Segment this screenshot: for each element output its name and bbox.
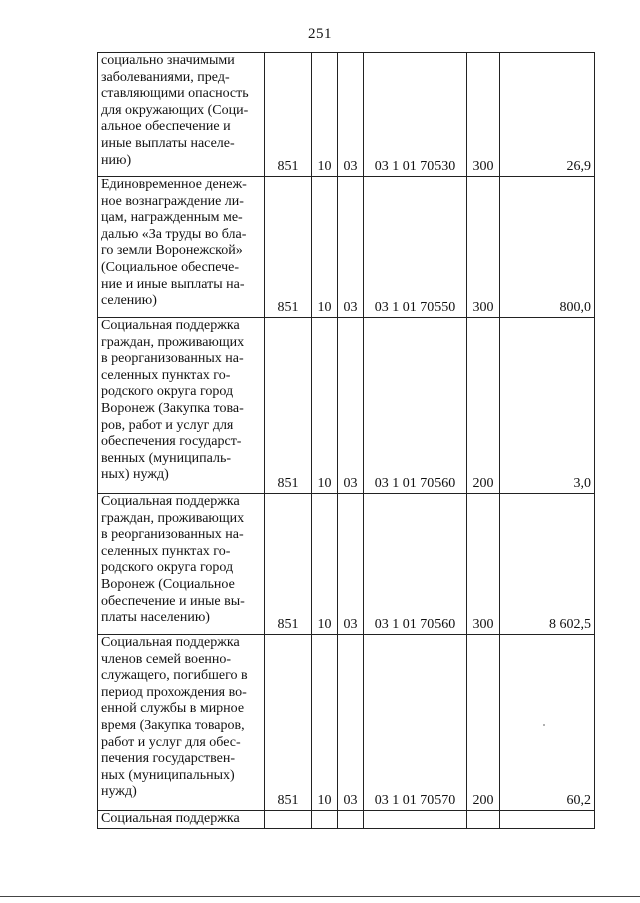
section-code: 10 — [312, 53, 338, 177]
amount: 3,0 — [500, 318, 595, 494]
section-code — [312, 811, 338, 829]
section-code: 10 — [312, 635, 338, 811]
table-row — [98, 53, 595, 177]
department-code: 851 — [265, 53, 312, 177]
section-code: 10 — [312, 318, 338, 494]
expense-type-code — [467, 811, 500, 829]
subsection-code: 03 — [338, 318, 364, 494]
amount: 26,9 — [500, 53, 595, 177]
subsection-code: 03 — [338, 635, 364, 811]
table-row — [98, 635, 595, 811]
amount: 60,2 — [500, 635, 595, 811]
amount: 8 602,5 — [500, 494, 595, 635]
department-code: 851 — [265, 318, 312, 494]
department-code: 851 — [265, 177, 312, 318]
department-code: 851 — [265, 635, 312, 811]
table-row — [98, 318, 595, 494]
page-bottom-edge — [0, 896, 640, 897]
target-article-code — [364, 811, 467, 829]
expense-type-code: 300 — [467, 53, 500, 177]
subsection-code: 03 — [338, 494, 364, 635]
page-number: 251 — [308, 26, 332, 42]
department-code — [265, 811, 312, 829]
table-row — [98, 177, 595, 318]
target-article-code: 03 1 01 70570 — [364, 635, 467, 811]
row-description: социально значимыми заболеваниями, пред- ставляющими опасность для окружающих (Соци- альное обеспечение и иные выплаты населе- нию) — [98, 53, 265, 177]
target-article-code: 03 1 01 70560 — [364, 494, 467, 635]
section-code: 10 — [312, 494, 338, 635]
expense-type-code: 200 — [467, 318, 500, 494]
amount — [500, 811, 595, 829]
table-row — [98, 494, 595, 635]
amount: 800,0 — [500, 177, 595, 318]
section-code: 10 — [312, 177, 338, 318]
expense-type-code: 200 — [467, 635, 500, 811]
budget-table — [97, 52, 595, 829]
row-description: Единовременное денеж- ное вознаграждение ли- цам, награжденным ме- далью «За труды во бла- го земли Воронежской» (Социальное обеспече- ние и иные выплаты на- селению) — [98, 177, 265, 318]
subsection-code: 03 — [338, 177, 364, 318]
target-article-code: 03 1 01 70560 — [364, 318, 467, 494]
expense-type-code: 300 — [467, 494, 500, 635]
row-description: Социальная поддержка членов семей военно- служащего, погибшего в период прохождения во- енной службы в мирное время (Закупка товаров, работ и услуг для обес- печения государствен- ных (муниципальных) нужд) — [98, 635, 265, 811]
target-article-code: 03 1 01 70530 — [364, 53, 467, 177]
scan-speck — [543, 724, 545, 726]
department-code: 851 — [265, 494, 312, 635]
subsection-code — [338, 811, 364, 829]
subsection-code: 03 — [338, 53, 364, 177]
target-article-code: 03 1 01 70550 — [364, 177, 467, 318]
expense-type-code: 300 — [467, 177, 500, 318]
row-description: Социальная поддержка граждан, проживающих в реорганизованных на- селенных пунктах го- родского округа город Воронеж (Социальное обеспечение и иные вы- платы населению) — [98, 494, 265, 635]
row-description: Социальная поддержка — [98, 811, 265, 829]
table-row — [98, 811, 595, 829]
row-description: Социальная поддержка граждан, проживающих в реорганизованных на- селенных пунктах го- родского округа город Воронеж (Закупка това- ров, работ и услуг для обеспечения государст- венных (муниципаль- ных) нужд) — [98, 318, 265, 494]
